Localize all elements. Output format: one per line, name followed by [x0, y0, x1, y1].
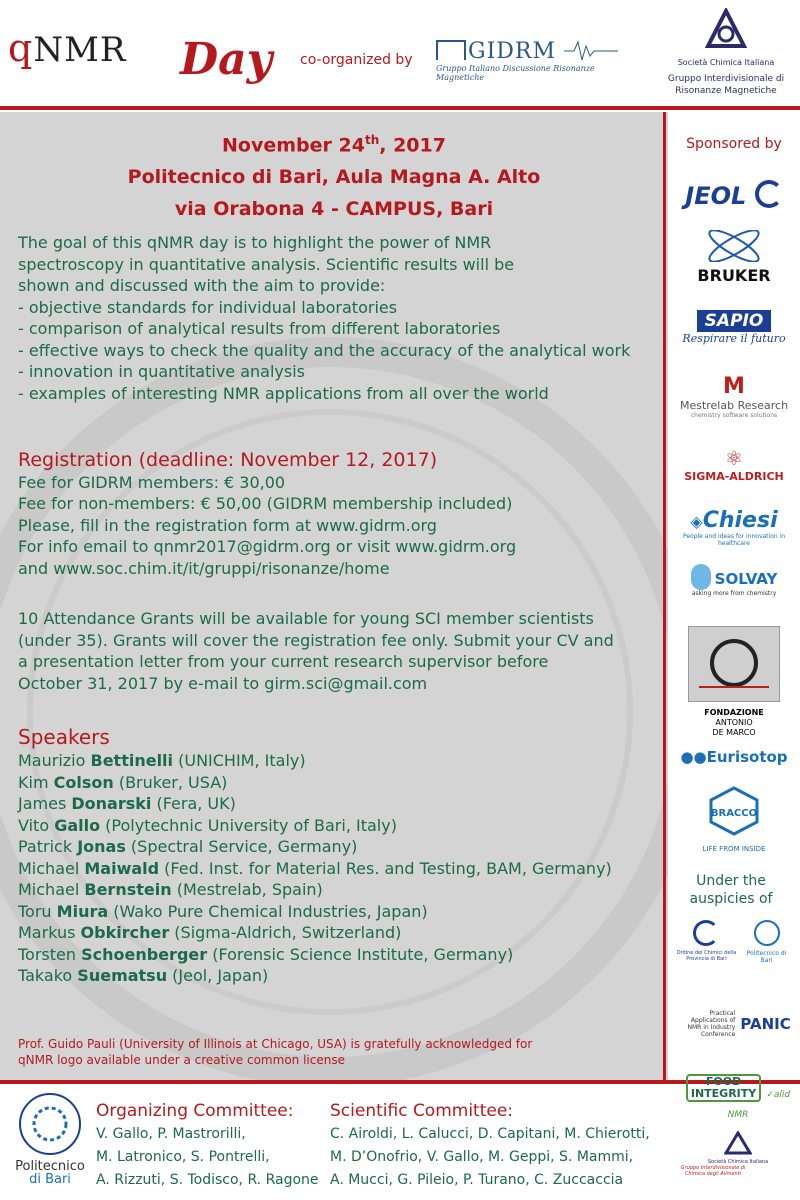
day-title: Day — [180, 34, 273, 85]
gidrm-logo — [436, 38, 636, 82]
speaker-row: Torsten Schoenberger (Forensic Science Institute, Germany) — [18, 944, 514, 964]
sponsored-label: Sponsored by — [686, 136, 782, 152]
registration-heading: Registration (deadline: November 12, 2017) — [18, 449, 438, 471]
gidrm-name: GIDRM — [436, 38, 636, 64]
event-address: via Orabona 4 - CAMPUS, Bari — [174, 198, 494, 221]
page-header — [0, 0, 800, 108]
speaker-row: Markus Obkircher (Sigma-Aldrich, Switzerland) — [18, 923, 402, 942]
sigma-emblem-icon: ⚛ — [725, 446, 743, 470]
ordine-icon — [693, 920, 719, 946]
speaker-row: Patrick Jonas (Spectral Service, Germany) — [18, 837, 358, 856]
bruker-atom-icon — [704, 230, 764, 262]
sigma-aldrich-logo: ⚛ SIGMA-ALDRICH — [668, 446, 800, 483]
poliba-footer-logo: Politecnico di Bari — [10, 1092, 90, 1186]
registration-section: Registration (deadline: November 12, 2017) Fee for GIDRM members: € 30,00 Fee for non-members: € 50,00 (GIDRM membership included) Please, fill in the registration form at www.gidrm.org For info email to qnmr2017@gidrm.org or visit www.gidrm.org and www.soc.chim.it/it/gruppi/risonanze/home — [18, 449, 517, 578]
spectrum-icon — [564, 38, 618, 64]
logo-nmr: NMR — [33, 30, 127, 70]
panic-logo: Practical Applications of NMR in Industry Conference PANIC — [687, 1010, 791, 1038]
logo-q: q — [8, 26, 34, 70]
speaker-row: Maurizio Bettinelli (UNICHIM, Italy) — [18, 751, 306, 770]
page-footer — [0, 1075, 800, 1200]
main-panel — [0, 112, 668, 1080]
sci-logo — [652, 8, 800, 97]
fondazione-emblem-icon — [688, 626, 780, 702]
sci-emblem-icon — [704, 8, 748, 50]
valid-nmr-logo: ✓alid NMR — [727, 1090, 791, 1120]
event-venue: Politecnico di Bari, Aula Magna A. Alto — [127, 166, 541, 189]
gidrm-subtitle: Gruppo Italiano Discussione Risonanze Magnetiche — [436, 64, 595, 82]
acknowledgment: Prof. Guido Pauli (University of Illinois at Chicago, USA) is gratefully acknowledged for qNMR logo available under a creative common license — [18, 1037, 533, 1067]
sci-name: Società Chimica Italiana — [677, 58, 775, 67]
poliba-seal-icon — [18, 1092, 82, 1156]
sci-food-emblem-icon — [724, 1131, 752, 1155]
solvay-logo: SOLVAY asking more from chemistry — [668, 564, 800, 597]
qnmr-logo — [8, 26, 127, 70]
event-info — [0, 124, 668, 225]
organizing-committee: Organizing Committee: V. Gallo, P. Mastrorilli, M. Latronico, S. Pontrelli, A. Rizzuti, S. Todisco, R. Ragone — [96, 1101, 319, 1188]
auspices-label: Under the auspicies of — [689, 873, 773, 907]
speaker-row: Toru Miura (Wako Pure Chemical Industries, Japan) — [18, 901, 428, 921]
eurisotop-dots-icon: ●● — [680, 748, 707, 766]
speakers-heading: Speakers — [18, 725, 110, 749]
poliba-gear-icon — [754, 920, 780, 946]
speaker-row: Takako Suematsu (Jeol, Japan) — [18, 966, 269, 985]
speaker-row: James Donarski (Fera, UK) — [18, 794, 236, 813]
food-integrity-logo: FOOD INTEGRITY — [686, 1074, 761, 1102]
coorganized-label: co-organized by — [300, 52, 413, 68]
solvay-drop-icon — [691, 564, 711, 590]
chiesi-icon: ◈ — [690, 512, 703, 531]
fondazione-logo: FONDAZIONE ANTONIO DE MARCO — [668, 626, 800, 738]
goal-text: The goal of this qNMR day is to highlight the power of NMR spectroscopy in quantitative analysis. Scientific results will be shown and discussed with the aim to provide: - objective standards for individual laboratories - comparison of analytical results from different laboratories - effective ways to check the quality and the accuracy of the analytical work - innovation in quantitative analysis - examples of interesting NMR applications from all over the world — [18, 233, 631, 403]
bracco-logo: BRACCO LIFE FROM INSIDE — [668, 786, 800, 853]
grants-text: 10 Attendance Grants will be available for young SCI member scientists (under 35). Grants will cover the registration fee only. Submit your CV and a presentation letter from your current research supervisor before October 31, 2017 by e-mail to girm.sci@gmail.com — [18, 609, 614, 693]
header-divider — [0, 106, 800, 110]
scientific-committee: Scientific Committee: C. Airoldi, L. Calucci, D. Capitani, M. Chierotti, M. D’Onofrio, V. Gallo, M. Geppi, S. Mammi, A. Mucci, G. Pileio, P. Turano, C. Zuccaccia — [330, 1101, 650, 1188]
event-date: November 24th, 2017 — [222, 133, 446, 157]
food-integrity-logos — [676, 1074, 800, 1177]
speakers-section — [18, 724, 612, 987]
sponsor-sidebar — [668, 112, 800, 1080]
auspices-logos — [668, 920, 800, 964]
bruker-logo: BRUKER — [668, 230, 800, 285]
speaker-list — [18, 750, 612, 987]
ordine-chimici-logo: Ordine dei Chimici della Provincia di Bari — [676, 920, 736, 962]
chiesi-logo: ◈Chiesi People and ideas for innovation in healthcare — [682, 508, 786, 547]
jeol-ring-icon — [755, 180, 783, 208]
sci-group: Gruppo Interdivisionale di Risonanze Magnetiche — [667, 74, 785, 96]
speaker-row: Michael Maiwald (Fed. Inst. for Material Res. and Testing, BAM, Germany) — [18, 858, 612, 878]
speaker-row: Vito Gallo (Polytechnic University of Bari, Italy) — [18, 815, 397, 835]
speaker-row: Michael Bernstein (Mestrelab, Spain) — [18, 880, 323, 899]
jeol-logo: JEOL — [668, 180, 800, 210]
sidebar-divider — [663, 112, 666, 1080]
mestrelab-m-icon: M — [723, 374, 745, 399]
speaker-row: Kim Colson (Bruker, USA) — [18, 772, 228, 792]
poliba-small-logo: Politecnico di Bari — [742, 920, 792, 964]
mestrelab-logo: M Mestrelab Research chemistry software solutions — [668, 374, 800, 419]
sapio-logo: SAPIO Respirare il futuro — [682, 311, 786, 345]
sci-food-logo: Società Chimica Italiana Gruppo Interdivisionale di Chimica degli Alimenti — [676, 1131, 800, 1177]
eurisotop-logo: ●●Eurisotop — [680, 748, 788, 766]
